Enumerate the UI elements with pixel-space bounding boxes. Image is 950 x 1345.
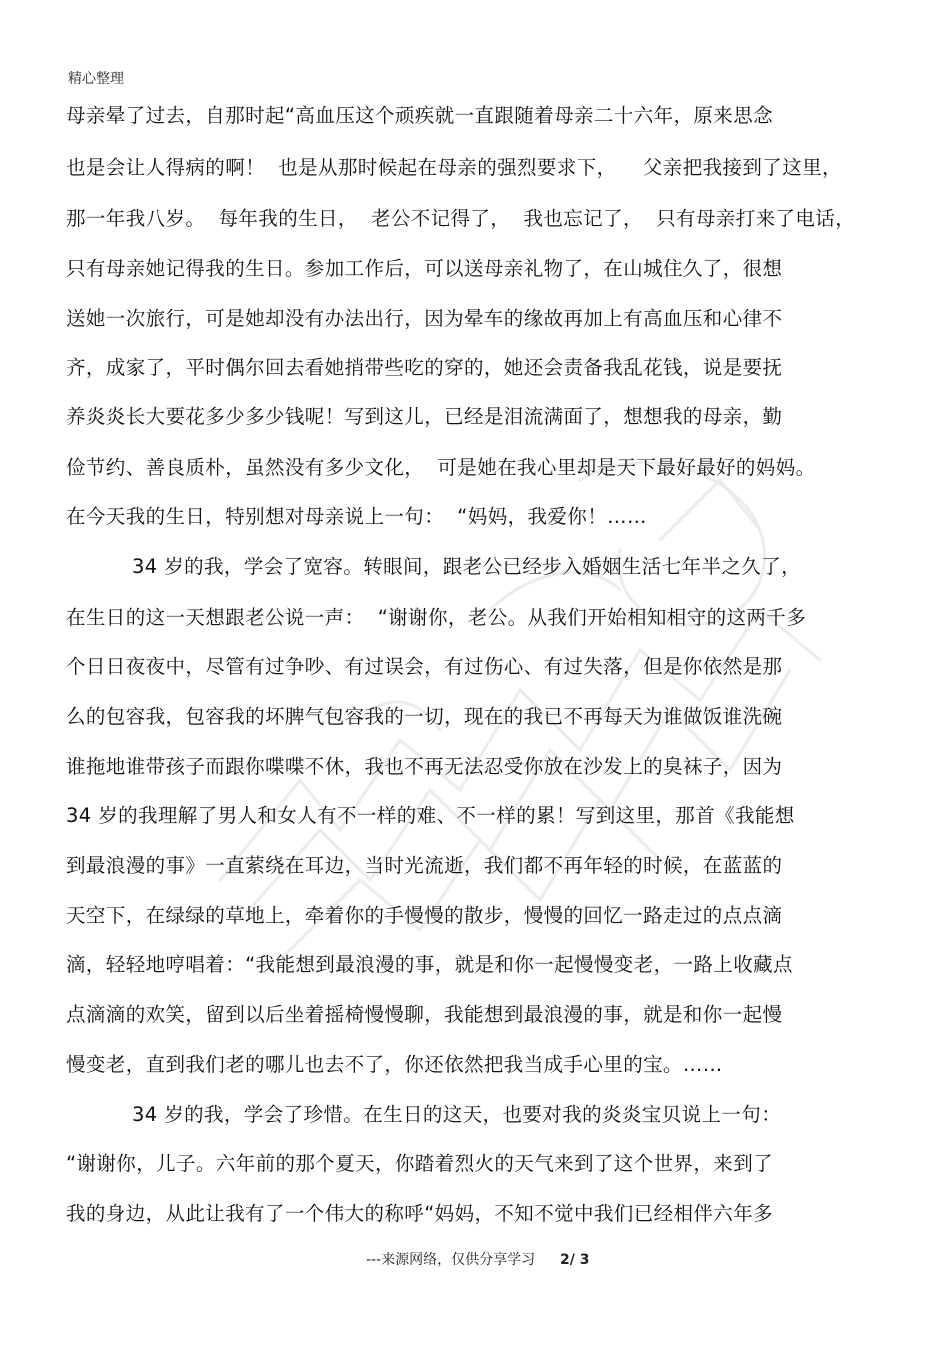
paragraph-line: 34 岁的我，学会了宽容。转眼间，跟老公已经步入婚姻生活七年半之久了， bbox=[66, 555, 801, 578]
paragraph-line: 到最浪漫的事》一直萦绕在耳边，当时光流逝，我们都不再年轻的时候，在蓝蓝的 bbox=[66, 854, 783, 877]
paragraph-line: 慢变老，直到我们老的哪儿也去不了，你还依然把我当成手心里的宝。…… bbox=[66, 1053, 723, 1076]
paragraph-line: 在生日的这一天想跟老公说一声： “谢谢你，老公。从我们开始相知相守的这两千多 bbox=[66, 606, 807, 629]
paragraph-line: 母亲晕了过去，自那时起“高血压这个顽疾就一直跟随着母亲二十六年，原来思念 bbox=[66, 104, 774, 127]
paragraph-line: 送她一次旅行，可是她却没有办法出行，因为晕车的缘故再加上有高血压和心律不 bbox=[66, 307, 783, 330]
paragraph-line: 在今天我的生日，特别想对母亲说上一句： “妈妈，我爱你！…… bbox=[66, 505, 647, 528]
footer-source-note: ---来源网络，仅供分享学习 bbox=[366, 1252, 536, 1268]
paragraph-line: 天空下，在绿绿的草地上，牵着你的手慢慢的散步，慢慢的回忆一路走过的点点滴 bbox=[66, 904, 783, 927]
paragraph-line: 我的身边，从此让我有了一个伟大的称呼“妈妈，不知不觉中我们已经相伴六年多 bbox=[66, 1202, 774, 1225]
paragraph-line: 俭节约、善良质朴，虽然没有多少文化， 可是她在我心里却是天下最好最好的妈妈。 bbox=[66, 456, 816, 479]
paragraph-line: 谁拖地谁带孩子而跟你喋喋不休，我也不再无法忍受你放在沙发上的臭袜子，因为 bbox=[66, 755, 783, 778]
page-number: 2/ 3 bbox=[560, 1252, 590, 1268]
paragraph-line: “谢谢你，儿子。六年前的那个夏天，你踏着烈火的天气来到了这个世界，来到了 bbox=[66, 1152, 774, 1175]
paragraph-line: 齐，成家了，平时偶尔回去看她捎带些吃的穿的，她还会责备我乱花钱，说是要抚 bbox=[66, 356, 783, 379]
paragraph-line: 个日日夜夜中，尽管有过争吵、有过误会，有过伤心、有过失落，但是你依然是那 bbox=[66, 655, 783, 678]
paragraph-line: 也是会让人得病的啊！ 也是从那时候起在母亲的强烈要求下， 父亲把我接到了这里， bbox=[66, 156, 842, 179]
paragraph-line: 34 岁的我理解了男人和女人有不一样的难、不一样的累！写到这里，那首《我能想 bbox=[66, 804, 795, 827]
paragraph-line: 点滴滴的欢笑，留到以后坐着摇椅慢慢聊，我能想到最浪漫的事，就是和你一起慢 bbox=[66, 1003, 783, 1026]
paragraph-line: 么的包容我，包容我的坏脾气包容我的一切，现在的我已不再每天为谁做饭谁洗碗 bbox=[66, 705, 783, 728]
paragraph-line: 只有母亲她记得我的生日。参加工作后，可以送母亲礼物了，在山城住久了，很想 bbox=[66, 257, 783, 280]
paragraph-line: 34 岁的我，学会了珍惜。在生日的这天，也要对我的炎炎宝贝说上一句： bbox=[66, 1103, 782, 1126]
paragraph-line: 养炎炎长大要花多少多少钱呢！写到这儿，已经是泪流满面了，想想我的母亲，勤 bbox=[66, 405, 783, 428]
paragraph-line: 滴，轻轻地哼唱着：“我能想到最浪漫的事，就是和你一起慢慢变老，一路上收藏点 bbox=[66, 953, 793, 976]
header-note: 精心整理 bbox=[68, 71, 124, 87]
paragraph-line: 那一年我八岁。 每年我的生日， 老公不记得了， 我也忘记了， 只有母亲打来了电话， bbox=[66, 207, 856, 230]
